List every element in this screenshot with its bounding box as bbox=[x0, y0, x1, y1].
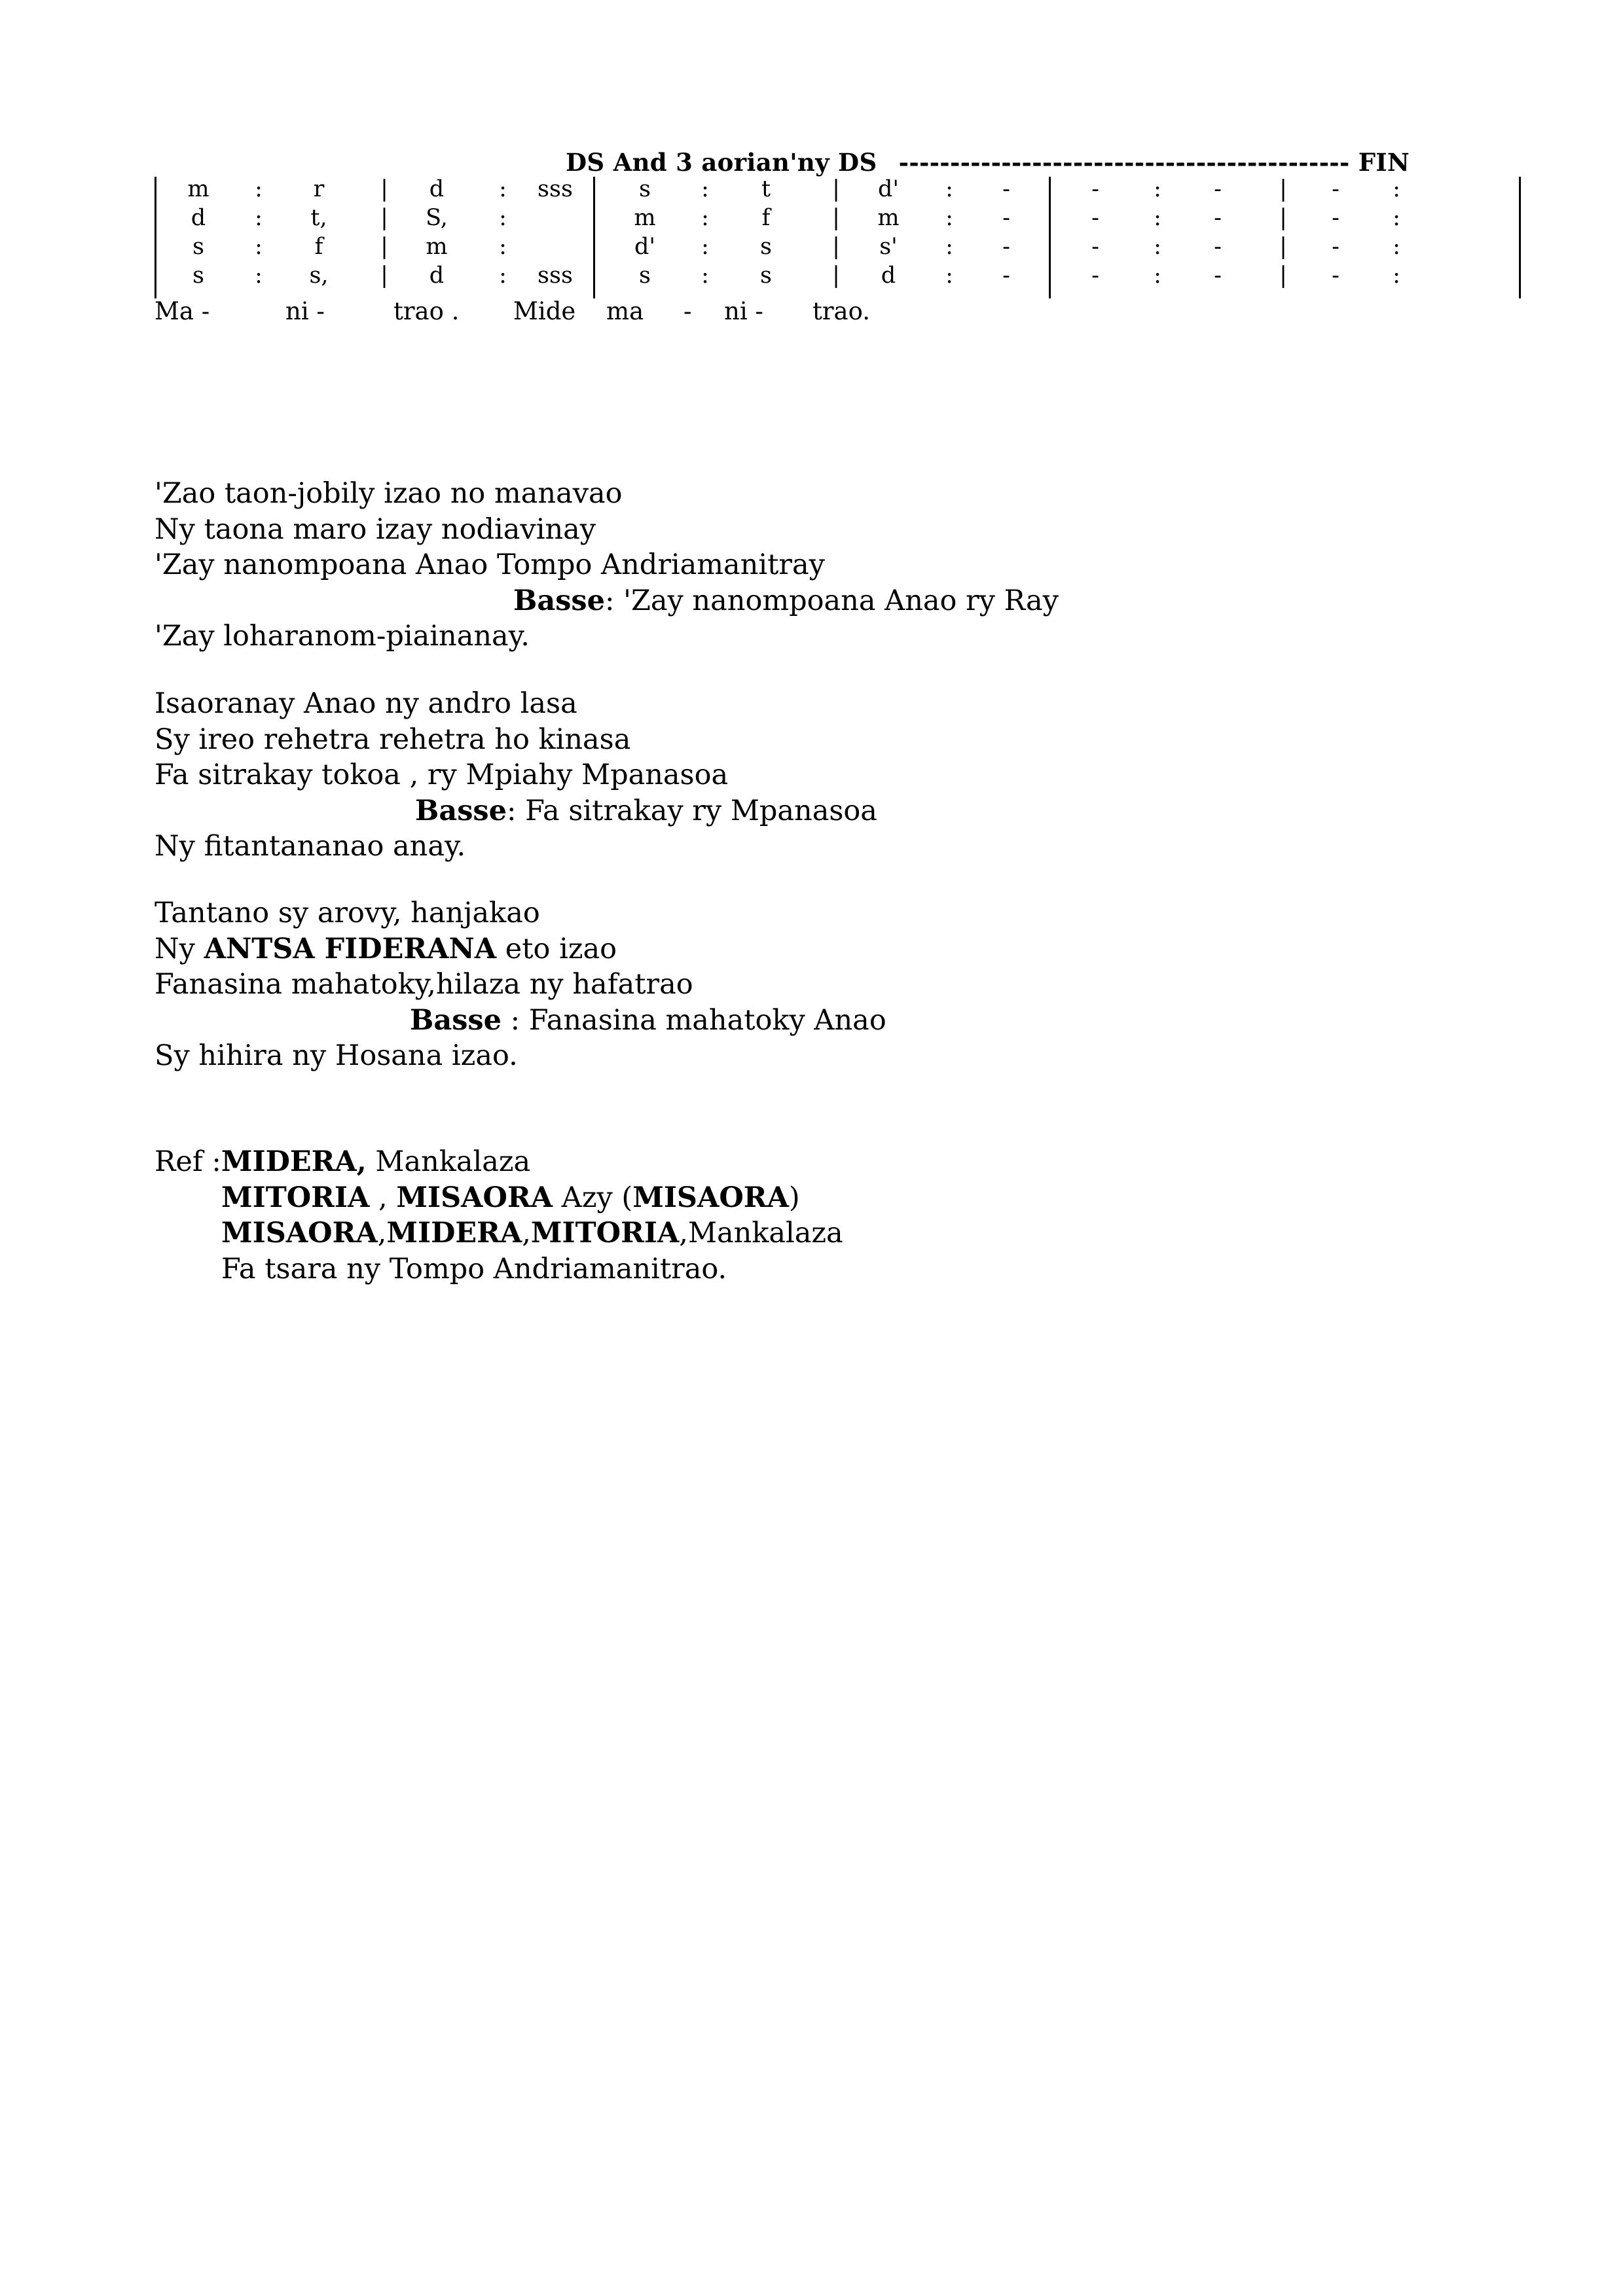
solfa-note: d' bbox=[877, 176, 900, 202]
solfa-note: : bbox=[499, 262, 507, 289]
solfa-note: : bbox=[945, 205, 953, 231]
solfa-note: : bbox=[945, 176, 953, 202]
solfa-note: | bbox=[832, 262, 840, 289]
solfa-note: S, bbox=[426, 205, 448, 231]
verse-line: Sy ireo rehetra rehetra ho kinasa bbox=[155, 723, 631, 756]
solfa-note: : bbox=[499, 205, 507, 231]
solfa-note: f bbox=[314, 234, 323, 260]
solfa-note: sss bbox=[538, 176, 573, 202]
solfa-note: | bbox=[1279, 205, 1287, 231]
verse-line: 'Zay loharanom-piainanay. bbox=[155, 620, 530, 653]
lyric-syllable: ni - bbox=[724, 297, 763, 325]
solfa-note: | bbox=[1279, 176, 1287, 202]
header-fin-label: FIN bbox=[1358, 148, 1410, 177]
solfa-note: : bbox=[701, 176, 709, 202]
solfa-note: | bbox=[832, 205, 840, 231]
basse-line bbox=[513, 583, 1184, 619]
refrain-bold: MITORIA bbox=[221, 1181, 370, 1214]
solfa-note: m bbox=[426, 234, 448, 260]
solfa-notation bbox=[0, 175, 1623, 300]
verse-line: Ny taona maro izay nodiavinay bbox=[155, 512, 596, 546]
solfa-note: s bbox=[192, 262, 204, 289]
basse-label: Basse bbox=[415, 794, 507, 827]
refrain-bold: MISAORA bbox=[396, 1181, 553, 1214]
lyric-syllable: Mide bbox=[513, 297, 576, 325]
solfa-note: : bbox=[1393, 205, 1400, 231]
refrain-prefix: Ref : bbox=[155, 1145, 221, 1178]
refrain-text: , bbox=[522, 1217, 531, 1249]
solfa-note: : bbox=[701, 262, 709, 289]
solfa-note: | bbox=[380, 176, 388, 202]
header-ds-label: DS And 3 aorian'ny DS bbox=[566, 148, 877, 177]
refrain-line bbox=[155, 1215, 843, 1251]
refrain-line: Fa tsara ny Tompo Andriamanitrao. bbox=[221, 1252, 727, 1285]
measure-bar-left bbox=[155, 177, 156, 298]
solfa-note: s' bbox=[879, 234, 898, 260]
solfa-note: d' bbox=[634, 234, 656, 260]
solfa-note: | bbox=[380, 205, 388, 231]
solfa-note: d bbox=[881, 262, 896, 289]
solfa-note: : bbox=[1154, 176, 1161, 202]
basse-text: : Fa sitrakay ry Mpanasoa bbox=[506, 794, 877, 827]
basse-line bbox=[410, 1003, 949, 1039]
solfa-note: - bbox=[1091, 234, 1099, 260]
solfa-note: : bbox=[1393, 176, 1400, 202]
solfa-note: : bbox=[701, 234, 709, 260]
verse-text: eto izao bbox=[496, 932, 617, 965]
solfa-note: : bbox=[701, 205, 709, 231]
solfa-note: r bbox=[313, 176, 325, 202]
solfa-note: - bbox=[1091, 262, 1099, 289]
measure-bar bbox=[593, 177, 595, 298]
verse-line: Isaoranay Anao ny andro lasa bbox=[155, 687, 577, 720]
verse-line: 'Zay nanompoana Anao Tompo Andriamanitray bbox=[155, 548, 825, 581]
lyric-syllable: trao . bbox=[393, 297, 460, 325]
solfa-note: : bbox=[255, 234, 263, 260]
basse-text: : 'Zay nanompoana Anao ry Ray bbox=[604, 584, 1059, 617]
solfa-note: - bbox=[1091, 176, 1099, 202]
solfa-note: - bbox=[1214, 205, 1222, 231]
solfa-note: d bbox=[429, 176, 445, 202]
refrain-bold: MITORIA bbox=[530, 1217, 680, 1249]
solfa-note: | bbox=[832, 234, 840, 260]
solfa-note: | bbox=[832, 176, 840, 202]
solfa-note: : bbox=[1393, 234, 1400, 260]
refrain-text: , bbox=[369, 1181, 397, 1214]
solfa-note: - bbox=[1091, 205, 1099, 231]
solfa-note: | bbox=[1279, 262, 1287, 289]
solfa-note: s bbox=[639, 262, 651, 289]
verse-line: Ny fitantananao anay. bbox=[155, 830, 466, 863]
refrain-text: Azy ( bbox=[553, 1181, 633, 1214]
verse-2 bbox=[155, 686, 877, 865]
basse-line bbox=[415, 793, 989, 829]
lyric-syllable: trao. bbox=[812, 297, 871, 325]
solfa-note: : bbox=[945, 262, 953, 289]
solfa-note: - bbox=[1332, 176, 1340, 202]
header-dashes: -------------------------------------------- bbox=[898, 148, 1350, 177]
solfa-note: : bbox=[255, 205, 263, 231]
solfa-note: - bbox=[1002, 205, 1010, 231]
refrain-text: Mankalaza bbox=[366, 1145, 531, 1178]
verse-3 bbox=[155, 895, 886, 1074]
verse-line bbox=[155, 931, 693, 967]
solfa-note: : bbox=[255, 176, 263, 202]
solfa-note: m bbox=[877, 205, 900, 231]
score-header bbox=[566, 148, 1410, 177]
verse-line: 'Zao taon-jobily izao no manavao bbox=[155, 477, 623, 510]
lyric-syllable: Ma - bbox=[155, 297, 210, 325]
basse-text: : Fanasina mahatoky Anao bbox=[501, 1003, 886, 1037]
lyric-syllable: ma bbox=[606, 297, 644, 325]
refrain bbox=[155, 1144, 843, 1287]
verse-line: Fa sitrakay tokoa , ry Mpiahy Mpanasoa bbox=[155, 759, 729, 791]
solfa-note: - bbox=[1332, 262, 1340, 289]
solfa-note: : bbox=[1154, 262, 1161, 289]
solfa-note: | bbox=[380, 262, 388, 289]
solfa-note: sss bbox=[538, 262, 573, 289]
solfa-note: s bbox=[760, 262, 772, 289]
refrain-bold: MISAORA bbox=[632, 1181, 789, 1214]
refrain-text: ) bbox=[788, 1181, 800, 1214]
measure-bar bbox=[1049, 177, 1051, 298]
antsa-fiderana-bold: ANTSA FIDERANA bbox=[204, 932, 497, 965]
solfa-note: : bbox=[1393, 262, 1400, 289]
solfa-note: : bbox=[1154, 234, 1161, 260]
solfa-note: s bbox=[639, 176, 651, 202]
solfa-note: s, bbox=[309, 262, 329, 289]
solfa-note: d bbox=[429, 262, 445, 289]
lyric-syllable: ni - bbox=[285, 297, 325, 325]
solfa-note: - bbox=[1214, 262, 1222, 289]
solfa-note: - bbox=[1002, 176, 1010, 202]
refrain-text: , bbox=[377, 1217, 387, 1249]
solfa-note: f bbox=[761, 205, 771, 231]
refrain-bold: MIDERA, bbox=[221, 1145, 367, 1178]
verse-1 bbox=[155, 476, 1059, 655]
refrain-line bbox=[155, 1180, 843, 1216]
solfa-note: m bbox=[187, 176, 210, 202]
basse-label: Basse bbox=[513, 584, 605, 617]
verse-line: Sy hihira ny Hosana izao. bbox=[155, 1039, 518, 1072]
solfa-note: - bbox=[1214, 176, 1222, 202]
solfa-note: - bbox=[1002, 262, 1010, 289]
solfa-note: - bbox=[1002, 234, 1010, 260]
measure-bar-right bbox=[1519, 177, 1521, 298]
solfa-note: | bbox=[1279, 234, 1287, 260]
solfa-note: : bbox=[255, 262, 263, 289]
solfa-note: s bbox=[192, 234, 204, 260]
solfa-note: : bbox=[1154, 205, 1161, 231]
refrain-text: ,Mankalaza bbox=[679, 1217, 843, 1249]
solfa-note: - bbox=[1332, 234, 1340, 260]
verse-line: Tantano sy arovy, hanjakao bbox=[155, 897, 540, 929]
solfa-note: : bbox=[499, 234, 507, 260]
solfa-note: d bbox=[191, 205, 206, 231]
verse-text: Ny bbox=[155, 932, 204, 965]
solfa-note: t, bbox=[310, 205, 327, 231]
basse-label: Basse bbox=[410, 1003, 501, 1037]
refrain-line bbox=[155, 1144, 843, 1180]
solfa-note: t bbox=[761, 176, 771, 202]
solfa-note: : bbox=[499, 176, 507, 202]
solfa-note: : bbox=[945, 234, 953, 260]
refrain-bold: MISAORA bbox=[221, 1217, 378, 1249]
solfa-note: - bbox=[1332, 205, 1340, 231]
solfa-note: m bbox=[634, 205, 656, 231]
lyric-syllable: - bbox=[684, 297, 692, 325]
verse-line: Fanasina mahatoky,hilaza ny hafatrao bbox=[155, 968, 693, 1001]
solfa-note: | bbox=[380, 234, 388, 260]
solfa-note: - bbox=[1214, 234, 1222, 260]
solfa-note: s bbox=[760, 234, 772, 260]
refrain-bold: MIDERA bbox=[386, 1217, 522, 1249]
